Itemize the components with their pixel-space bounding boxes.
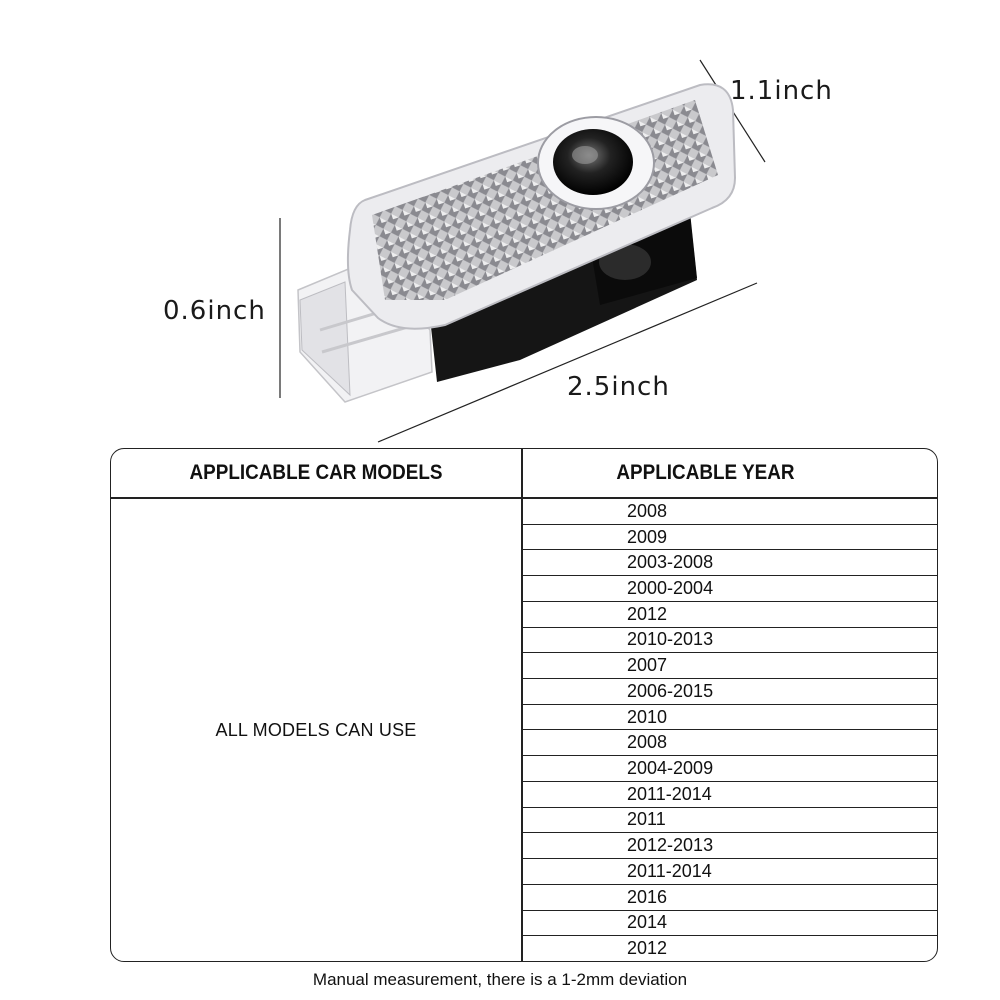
year-row: 2000-2004 [523,576,937,602]
year-row: 2010-2013 [523,628,937,654]
year-row: 2016 [523,885,937,911]
year-row: 2004-2009 [523,756,937,782]
applicability-table [110,448,938,962]
length-dimension-label: 2.5inch [567,372,670,402]
year-row: 2012 [627,938,668,959]
header-applicable-car-models: APPLICABLE CAR MODELS [189,461,443,484]
measurement-footnote: Manual measurement, there is a 1-2mm deviation [312,970,688,989]
year-row: 2012-2013 [523,833,937,859]
projector-light-product-icon [298,84,735,402]
year-row: 2014 [523,911,937,937]
years-list [523,499,937,961]
year-row: 2011 [523,808,937,834]
year-row: 2003-2008 [523,550,937,576]
header-applicable-year: APPLICABLE YEAR [616,461,795,484]
year-row: 2008 [523,730,937,756]
height-dimension-label: 0.6inch [163,296,266,326]
models-cell: ALL MODELS CAN USE [215,719,417,740]
year-row: 2009 [523,525,937,551]
year-row: 2012 [523,602,937,628]
year-row: 2006-2015 [523,679,937,705]
year-row: 2008 [523,499,937,525]
product-figure [0,0,1000,450]
width-dimension-label: 1.1inch [730,76,833,106]
year-row: 2010 [523,705,937,731]
year-row: 2011-2014 [523,782,937,808]
year-row: 2007 [523,653,937,679]
year-row: 2011-2014 [523,859,937,885]
